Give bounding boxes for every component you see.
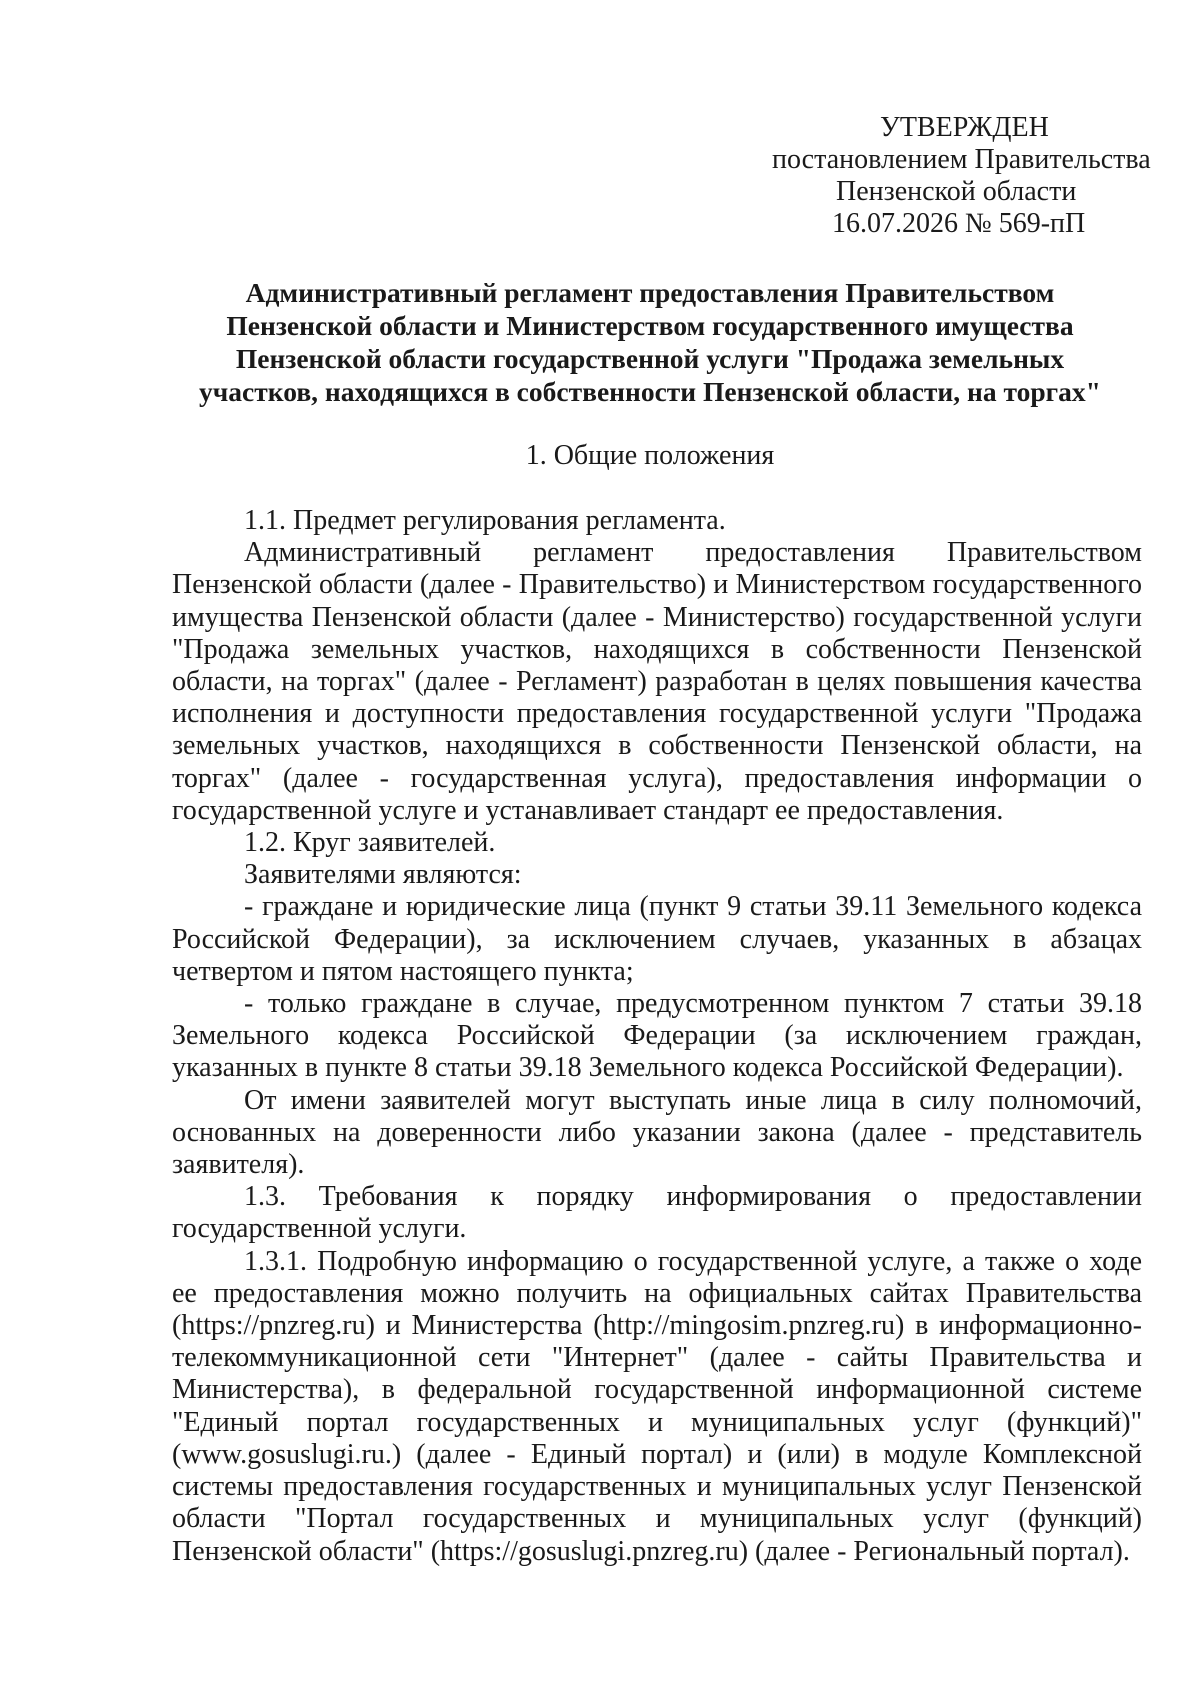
paragraph-1-1-heading: 1.1. Предмет регулирования регламента. [244, 505, 726, 536]
title-line: участков, находящихся в собственности Пензенской области, на торгах" [199, 376, 1101, 407]
section-heading: 1. Общие положения [525, 440, 775, 471]
paragraph-applicants-item-1: - граждане и юридические лица (пункт 9 статьи 39.11 Земельного кодекса Российской Федерации), за исключением случаев, указанных в абзацах четвертом и пятом настоящего пункта; [172, 891, 1142, 987]
paragraph-applicants-item-2: - только граждане в случае, предусмотренном пунктом 7 статьи 39.18 Земельного кодекса Российской Федерации (за исключением граждан, указанных в пункте 8 статьи 39.18 Земельного кодекса Российской Федерации). [172, 988, 1142, 1084]
approval-stamp-block [700, 112, 1170, 240]
title-line: Пензенской области государственной услуги "Продажа земельных [235, 343, 1065, 374]
approval-date-number: 16.07.2026 № 569-пП [832, 208, 1086, 239]
document-title [160, 276, 1140, 408]
paragraph-representative: От имени заявителей могут выступать иные лица в силу полномочий, основанных на доверенности либо указании закона (далее - представитель заявителя). [172, 1084, 1142, 1181]
title-line: Административный регламент предоставления Правительством [245, 277, 1055, 308]
document-body [172, 505, 1142, 1568]
approval-line: постановлением Правительства [772, 144, 1151, 175]
paragraph-1-2-heading: 1.2. Круг заявителей. [244, 827, 496, 859]
paragraph-applicants-intro: Заявителями являются: [244, 859, 522, 891]
approval-line: Пензенской области [836, 176, 1077, 207]
paragraph-1-3-heading: 1.3. Требования к порядку информирования о предоставлении государственной услуги. [172, 1181, 1142, 1245]
title-line: Пензенской области и Министерством государственного имущества [226, 310, 1074, 341]
paragraph-regulation-subject: Административный регламент предоставления Правительством Пензенской области (далее - Правительство) и Министерством государственного имущества Пензенской области (далее - Министерство) государственной услуги "Продажа земельных участков, находящихся в собственности Пензенской области, на торгах" (далее - Регламент) разработан в целях повышения качества исполнения и доступности предоставления государственной услуги "Продажа земельных участков, находящихся в собственности Пензенской области, на торгах" (далее - государственная услуга), предоставления информации о государственной услуге и устанавливает стандарт ее предоставления. [172, 537, 1142, 826]
paragraph-1-3-1-information: 1.3.1. Подробную информацию о государственной услуге, а также о ходе ее предоставления можно получить на официальных сайтах Правительства (https://pnzreg.ru) и Министерства (http://mingosim.pnzreg.ru) в информационно-телекоммуникационной сети "Интернет" (далее - сайты Правительства и Министерства), в федеральной государственной информационной системе "Единый портал государственных и муниципальных услуг (функций)" (www.gosuslugi.ru.) (далее - Единый портал) и (или) в модуле Комплексной системы предоставления государственных и муниципальных услуг Пензенской области "Портал государственных и муниципальных услуг (функций) Пензенской области" (https://gosuslugi.pnzreg.ru) (далее - Региональный портал). [172, 1245, 1142, 1567]
approval-line: УТВЕРЖДЕН [880, 112, 1049, 143]
